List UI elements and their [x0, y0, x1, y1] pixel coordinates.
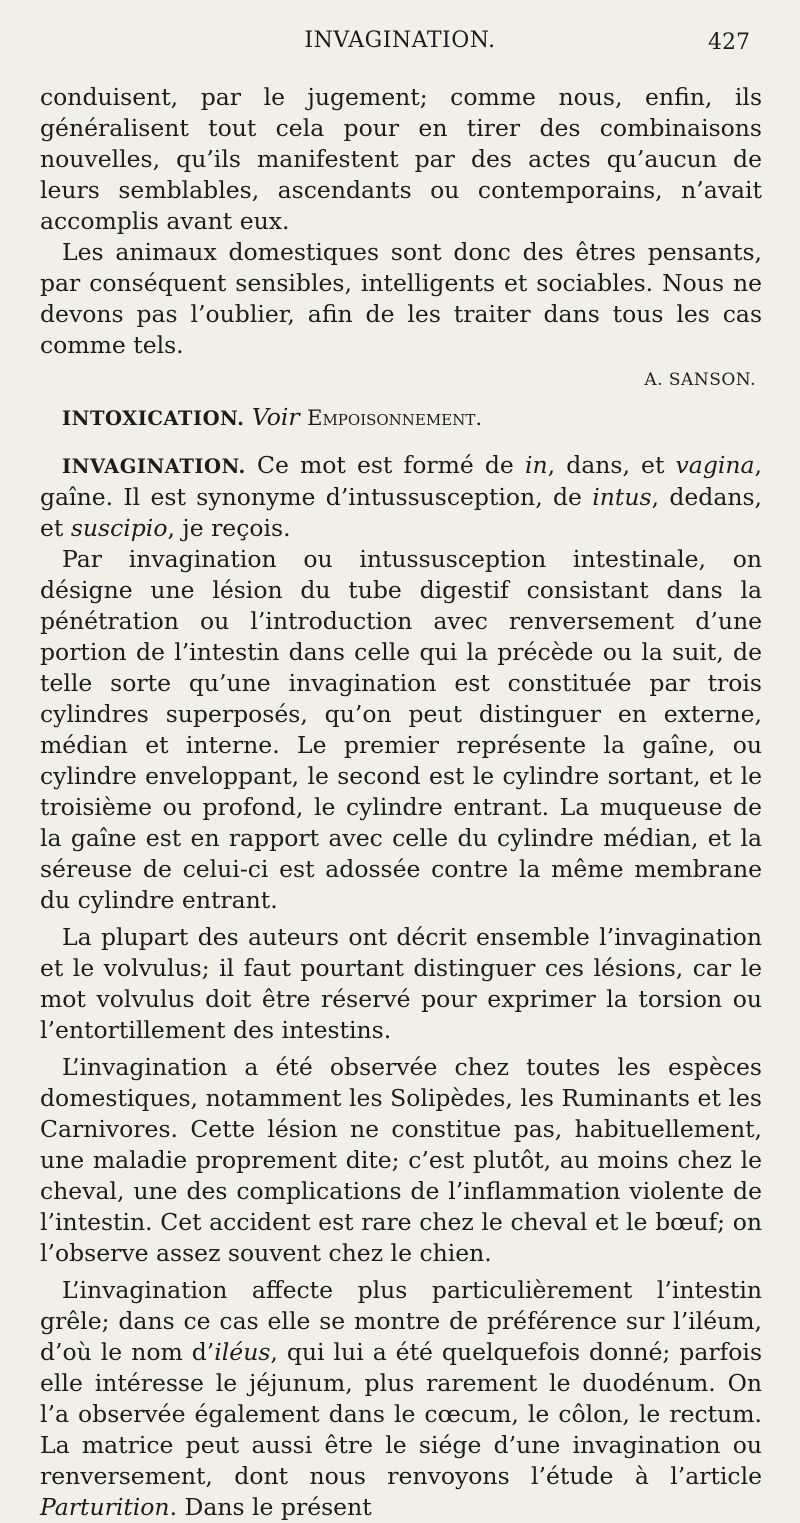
paragraph-definition: Par invagination ou intussusception intestinale, on désigne une lésion du tube digestif consistant dans la pénétration ou l’introduction avec renversement d’une portion de l’intestin dans celle qui la précède ou la suit, de telle sorte qu’une invagination est constituée par trois cylindres superposés, qu’on peut distinguer en externe, médian et interne. Le premier représente la gaîne, ou cylindre enveloppant, le second est le cylindre sortant, et le troisième ou profond, le cylindre entrant. La muqueuse de la gaîne est en rapport avec celle du cylindre médian, et la séreuse de celui-ci est adossée contre la même membrane du cylindre entrant. [40, 545, 762, 914]
page-number: 427 [708, 30, 750, 55]
paragraph-continuation: conduisent, par le jugement; comme nous, enfin, ils généralisent tout cela pour en tirer des combinaisons nouvelles, qu’ils manifestent par des actes qu’aucun de leurs semblables, ascendants ou contemporains, n’avait accomplis avant eux. [40, 83, 762, 235]
paragraph-text: , qui lui a été quelquefois donné; parfois elle intéresse le jéjunum, plus rarement le duodénum. On l’a observée également dans le cœcum, le côlon, le rectum. La matrice peut aussi être le siége d’une invagination ou renversement, dont nous renvoyons l’étude à l’article [40, 1338, 762, 1490]
entry-text: Ce mot est formé de [245, 451, 525, 479]
headword-invagination: INVAGINATION. [62, 455, 246, 478]
article-reference: Parturition [40, 1493, 170, 1521]
paragraph-text: L’invagination affecte plus particulièrement l’intestin grêle; dans ce cas elle se montre de préférence sur l’iléum, d’où le nom d’ [40, 1276, 762, 1366]
running-title: INVAGINATION. [304, 28, 496, 53]
running-header [0, 28, 800, 68]
entry-intoxication [40, 402, 762, 434]
etymology-term: vagina [675, 451, 755, 479]
page-body [40, 82, 762, 1523]
cross-reference-target: Empoisonnement. [307, 406, 482, 430]
entry-text: , gaîne. Il est synonyme d’intussusception, de [40, 451, 763, 511]
italic-term: iléus [214, 1338, 271, 1366]
paragraph-location [40, 1275, 762, 1523]
entry-text: , dedans, et [40, 483, 763, 542]
paragraph-text: . Dans le présent [169, 1493, 372, 1521]
entry-text: , dans, et [547, 451, 676, 479]
entry-invagination [40, 450, 762, 544]
headword-intoxication: INTOXICATION. [62, 407, 245, 430]
author-signature: A. SANSON. [644, 370, 756, 390]
etymology-term: intus [592, 483, 652, 511]
paragraph-volvulus: La plupart des auteurs ont décrit ensemble l’invagination et le volvulus; il faut pourtant distinguer ces lésions, car le mot volvulus doit être réservé pour exprimer la torsion ou l’entortillement des intestins. [40, 923, 762, 1044]
etymology-term: in [524, 451, 548, 479]
paragraph-species: L’invagination a été observée chez toutes les espèces domestiques, notamment les Solipèdes, les Ruminants et les Carnivores. Cette lésion ne constitue pas, habituellement, une maladie proprement dite; c’est plutôt, au moins chez le cheval, une des complications de l’inflammation violente de l’intestin. Cet accident est rare chez le cheval et le bœuf; on l’observe assez souvent chez le chien. [40, 1053, 762, 1267]
paragraph-conclusion: Les animaux domestiques sont donc des êtres pensants, par conséquent sensibles, intelligents et sociables. Nous ne devons pas l’oublier, afin de les traiter dans tous les cas comme tels. [40, 238, 762, 359]
entry-text: , je reçois. [167, 514, 291, 542]
cross-reference-label: Voir [251, 403, 300, 431]
etymology-term: suscipio [70, 514, 168, 542]
